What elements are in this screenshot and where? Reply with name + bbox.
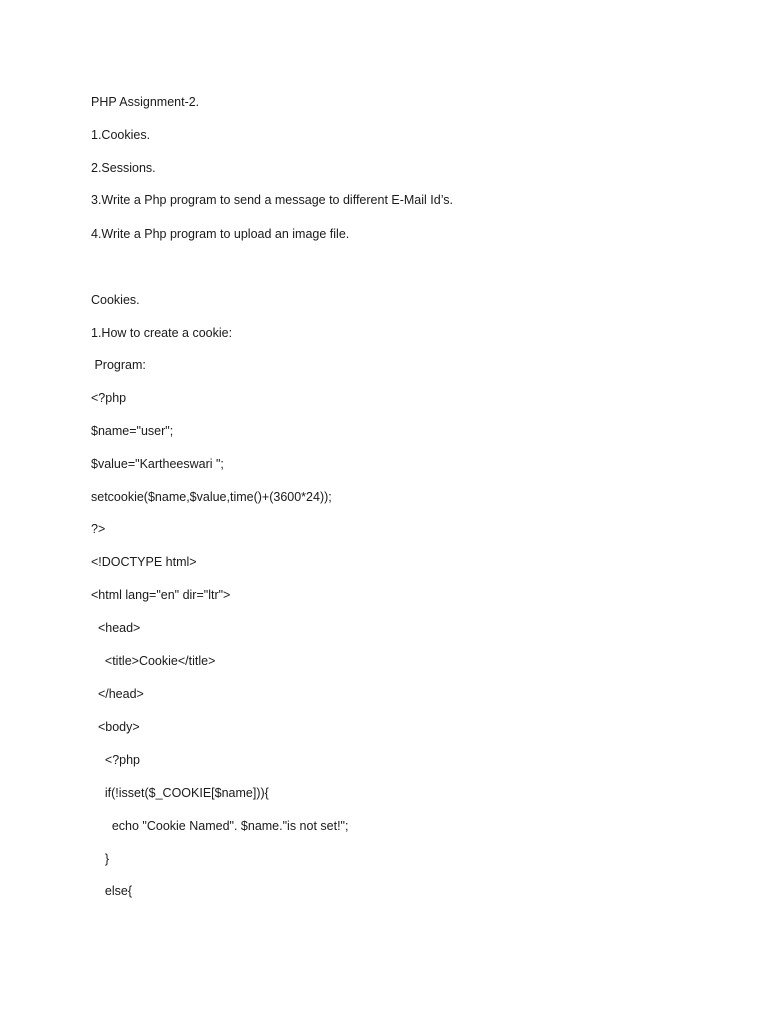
code-line: <!DOCTYPE html> [91, 555, 197, 569]
code-line: $name="user"; [91, 424, 174, 438]
code-line: <title>Cookie</title> [91, 654, 216, 668]
code-line: if(!isset($_COOKIE[$name])){ [91, 786, 269, 800]
list-item: 1.Cookies. [91, 128, 151, 142]
code-line: $value="Kartheeswari "; [91, 457, 224, 471]
code-line: </head> [91, 687, 144, 701]
code-line: <?php [91, 753, 140, 767]
code-line: else{ [91, 884, 132, 898]
code-line: <body> [91, 720, 140, 734]
subsection-heading: 1.How to create a cookie: [91, 326, 233, 340]
code-line: <?php [91, 391, 127, 405]
list-item: 3.Write a Php program to send a message to different E-Mail Id’s. [91, 193, 453, 207]
code-line: setcookie($name,$value,time()+(3600*24)); [91, 490, 332, 504]
list-item: 2.Sessions. [91, 161, 156, 175]
assignment-title: PHP Assignment-2. [91, 95, 200, 109]
code-line: <head> [91, 621, 141, 635]
section-heading: Cookies. [91, 293, 140, 307]
code-line: <html lang="en" dir="ltr"> [91, 588, 231, 602]
list-item: 4.Write a Php program to upload an image file. [91, 227, 350, 241]
code-line: } [91, 852, 110, 866]
program-label: Program: [91, 358, 146, 372]
code-line: ?> [91, 522, 106, 536]
code-line: echo "Cookie Named". $name."is not set!"; [91, 819, 349, 833]
